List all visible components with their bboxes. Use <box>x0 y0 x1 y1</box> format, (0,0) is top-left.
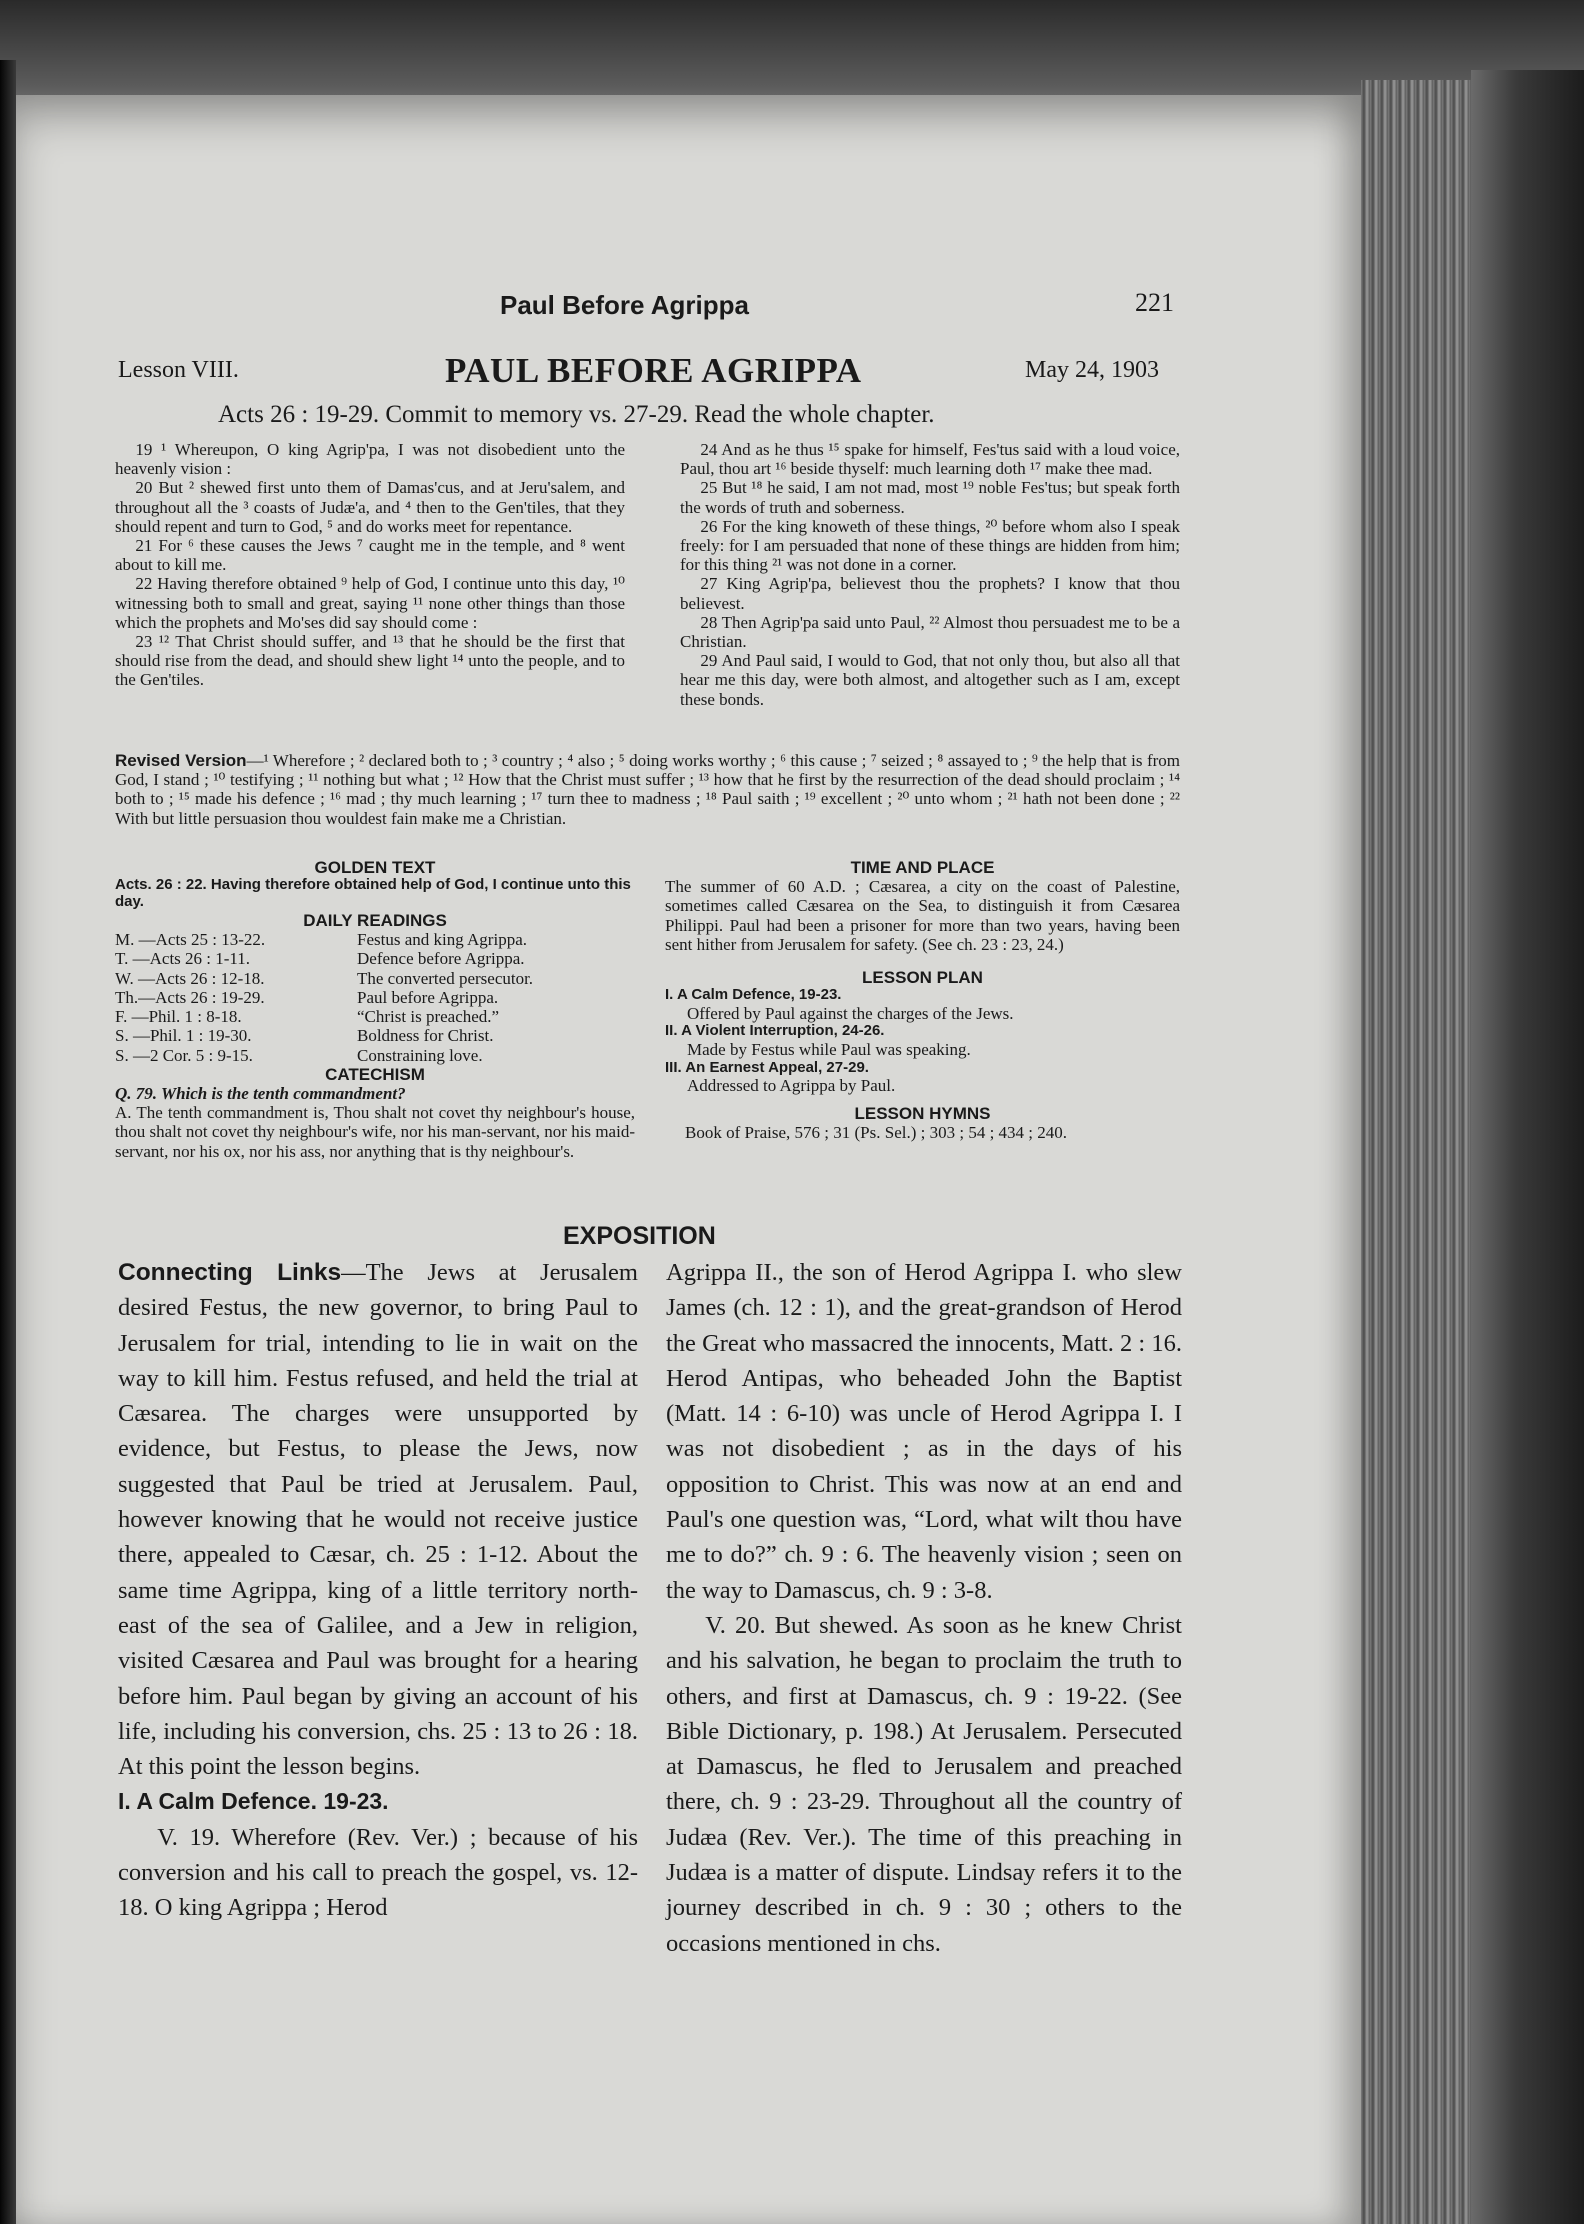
reading-title: Defence before Agrippa. <box>357 949 525 969</box>
golden-text-ref: Acts. 26 : 22. <box>115 876 207 894</box>
page-edges <box>1361 80 1471 2224</box>
lesson-plan-item-desc: Addressed to Agrippa by Paul. <box>687 1076 896 1096</box>
connecting-links-text: —The Jews at Jerusalem desired Festus, the new governor, to bring Paul to Jerusalem for trial, intending to lie in wait on the way to kill him. Festus refused, and held the trial at Cæsarea. The charges were unsupported by evidence, but Festus, to please the Jews, now suggested that Paul be tried at Jerusalem. Paul, however knowing that he would not receive justice there, appealed to Cæsar, ch. 25 : 1-12. About the same time Agrippa, king of a little territory north-east of the sea of Galilee, and a Jew in religion, visited Cæsarea and Paul was brought for a hearing before him. Paul began by giving an account of his life, including his conversion, chs. 25 : 13 to 26 : 18. At this point the lesson begins. <box>118 1259 638 1781</box>
lesson-date: May 24, 1903 <box>1025 357 1159 383</box>
exposition-subheading: I. A Calm Defence. 19-23. <box>118 1788 389 1815</box>
catechism-question: Q. 79. Which is the tenth commandment? <box>115 1083 406 1103</box>
reading-title: Constraining love. <box>357 1045 483 1065</box>
verse: 25 But ¹⁸ he said, I am not mad, most ¹⁹ noble Fes'tus; but speak forth the words of truth and soberness. <box>680 478 1180 517</box>
lesson-plan-heading: LESSON PLAN <box>862 968 983 988</box>
reading-title: Festus and king Agrippa. <box>357 930 527 950</box>
lesson-title: PAUL BEFORE AGRIPPA <box>445 351 862 390</box>
time-place-heading: TIME AND PLACE <box>850 858 995 877</box>
reading-day: F. —Phil. 1 : 8-18. <box>115 1007 242 1027</box>
scripture-column-right <box>680 440 1180 709</box>
daily-readings-list <box>115 930 635 1064</box>
verse: 20 But ² shewed first unto them of Damas'cus, and at Jeru'salem, and throughout all the ³ coasts of Judæ'a, and ⁴ then to the Gen'tiles, that they should repent and turn to God, ⁵ and do works meet for repentance. <box>115 478 625 536</box>
lesson-plan-item <box>665 1060 1180 1096</box>
book-cover <box>1471 70 1584 2224</box>
golden-text-body: Having therefore obtained help of God, I continue unto this day. <box>115 876 631 911</box>
scripture-column-left <box>115 440 625 690</box>
lesson-hymns-heading: LESSON HYMNS <box>854 1103 991 1123</box>
page-number: 221 <box>1135 288 1174 317</box>
book-spine <box>0 60 16 2224</box>
scripture-reference: Acts 26 : 19-29. Commit to memory vs. 27-29. Read the whole chapter. <box>218 401 935 428</box>
reading-title: Boldness for Christ. <box>357 1026 494 1046</box>
left-info-block <box>115 858 635 1161</box>
reading-day: M. —Acts 25 : 13-22. <box>115 930 266 950</box>
lesson-plan-item-head: III. An Earnest Appeal, 27-29. <box>665 1058 869 1076</box>
revised-version-notes <box>115 751 1180 828</box>
exposition-paragraph: V. 19. Wherefore (Rev. Ver.) ; because of his conversion and his call to preach the gospel, vs. 12-18. O king Agrippa ; Herod <box>118 1823 638 1922</box>
verse: 23 ¹² That Christ should suffer, and ¹³ that he should be the first that should rise from the dead, and should shew light ¹⁴ unto the people, and to the Gen'tiles. <box>115 632 625 690</box>
verse: 29 And Paul said, I would to God, that not only thou, but also all that hear me this day, were both almost, and altogether such as I am, except these bonds. <box>680 651 1180 709</box>
reading-day: S. —Phil. 1 : 19-30. <box>115 1026 252 1046</box>
golden-text-heading: GOLDEN TEXT <box>314 858 436 877</box>
reading-day: S. —2 Cor. 5 : 9-15. <box>115 1045 253 1065</box>
reading-day: W. —Acts 26 : 12-18. <box>115 968 265 988</box>
daily-readings-heading: DAILY READINGS <box>303 911 447 931</box>
reading-day: T. —Acts 26 : 1-11. <box>115 949 251 969</box>
connecting-links-label: Connecting Links <box>118 1259 342 1286</box>
exposition-paragraph <box>118 1255 638 1784</box>
revised-version-text: —¹ Wherefore ; ² declared both to ; ³ country ; ⁴ also ; ⁵ doing works worthy ; ⁶ this cause ; ⁷ seized ; ⁸ assayed to ; ⁹ the help that is from God, I stand ; ¹⁰ testifying ; ¹¹ nothing but what ; ¹² How that the Christ must suffer ; ¹³ how that he first by the resurrection of the dead should proclaim ; ¹⁴ both to ; ¹⁵ made his defence ; ¹⁶ mad ; thy much learning ; ¹⁷ turn thee to madness ; ¹⁸ Paul saith ; ¹⁹ excellent ; ²⁰ unto whom ; ²¹ hath not been done ; ²² With but little persuasion thou wouldest fain make me a Christian. <box>115 751 1181 828</box>
reading-title: “Christ is preached.” <box>357 1007 500 1027</box>
lesson-plan-item-desc: Made by Festus while Paul was speaking. <box>687 1040 971 1060</box>
exposition-paragraph: Agrippa II., the son of Herod Agrippa I. who slew James (ch. 12 : 1), and the great-grandson of Herod the Great who massacred the innocents, Matt. 2 : 16. Herod Antipas, who beheaded John the Baptist (Matt. 14 : 6-10) was uncle of Herod Agrippa I. I was not disobedient ; as in the days of his opposition to Christ. This was now at an end and Paul's one question was, “Lord, what wilt thou have me to do?” ch. 9 : 6. The heavenly vision ; seen on the way to Damascus, ch. 9 : 3-8. <box>666 1259 1182 1604</box>
verse: 26 For the king knoweth of these things, ²⁰ before whom also I speak freely: for I am persuaded that none of these things are hidden from him; for this thing ²¹ was not done in a corner. <box>680 516 1180 575</box>
exposition-paragraph: V. 20. But shewed. As soon as he knew Christ and his salvation, he began to proclaim the truth to others, and first at Damascus, ch. 9 : 19-22. (See Bible Dictionary, p. 198.) At Jerusalem. Persecuted at Damascus, he fled to Jerusalem and preached there, ch. 9 : 23-29. Throughout all the country of Judæa (Rev. Ver.). The time of this preaching in Judæa is a matter of dispute. Lindsay refers it to the journey described in ch. 9 : 30 ; others to the occasions mentioned in chs. <box>666 1611 1182 1957</box>
golden-text <box>115 877 635 911</box>
right-info-block <box>665 858 1180 1142</box>
revised-version-label: Revised Version <box>115 751 247 770</box>
lesson-hymns-text: Book of Praise, 576 ; 31 (Ps. Sel.) ; 303 ; 54 ; 434 ; 240. <box>685 1122 1068 1142</box>
lesson-plan-item-head: I. A Calm Defence, 19-23. <box>665 986 842 1004</box>
lesson-plan-list <box>665 987 1180 1095</box>
verse: 28 Then Agrip'pa said unto Paul, ²² Almost thou persuadest me to be a Christian. <box>680 612 1180 652</box>
exposition-heading: EXPOSITION <box>563 1222 716 1250</box>
verse: 22 Having therefore obtained ⁹ help of God, I continue unto this day, ¹⁰ witnessing both to small and great, saying ¹¹ none other things than those which the prophets and Mo'ses did say should come : <box>115 574 625 632</box>
lesson-plan-item-head: II. A Violent Interruption, 24-26. <box>665 1022 885 1040</box>
time-place-text: The summer of 60 A.D. ; Cæsarea, a city on the coast of Palestine, sometimes called Cæsarea on the Sea, to distinguish it from Cæsarea Philippi. Paul had been a prisoner for more than two years, having been sent hither from Jerusalem for safety. (See ch. 23 : 23, 24.) <box>665 877 1180 954</box>
verse: 19 ¹ Whereupon, O king Agrip'pa, I was not disobedient unto the heavenly vision : <box>115 440 625 479</box>
catechism-answer: A. The tenth commandment is, Thou shalt not covet thy neighbour's house, thou shalt not covet thy neighbour's wife, nor his man-servant, nor his maid-servant, nor his ox, nor his ass, nor anything that is thy neighbour's. <box>115 1103 635 1161</box>
reading-title: Paul before Agrippa. <box>357 987 499 1007</box>
reading-title: The converted persecutor. <box>357 968 534 988</box>
verse: 21 For ⁶ these causes the Jews ⁷ caught me in the temple, and ⁸ went about to kill me. <box>115 536 625 575</box>
exposition-column-left <box>118 1255 638 1926</box>
lesson-plan-item <box>665 1023 1180 1059</box>
reading-day: Th.—Acts 26 : 19-29. <box>115 987 265 1007</box>
catechism-heading: CATECHISM <box>325 1064 425 1084</box>
running-head: Paul Before Agrippa <box>500 290 749 320</box>
lesson-plan-item <box>665 987 1180 1023</box>
exposition-column-right <box>666 1255 1182 1961</box>
lesson-plan-item-desc: Offered by Paul against the charges of the Jews. <box>687 1004 1014 1024</box>
verse: 24 And as he thus ¹⁵ spake for himself, Fes'tus said with a loud voice, Paul, thou art ¹⁶ beside thyself: much learning doth ¹⁷ make thee mad. <box>680 440 1180 479</box>
lesson-number: Lesson VIII. <box>118 357 239 383</box>
verse: 27 King Agrip'pa, believest thou the prophets? I know that thou believest. <box>680 574 1180 613</box>
